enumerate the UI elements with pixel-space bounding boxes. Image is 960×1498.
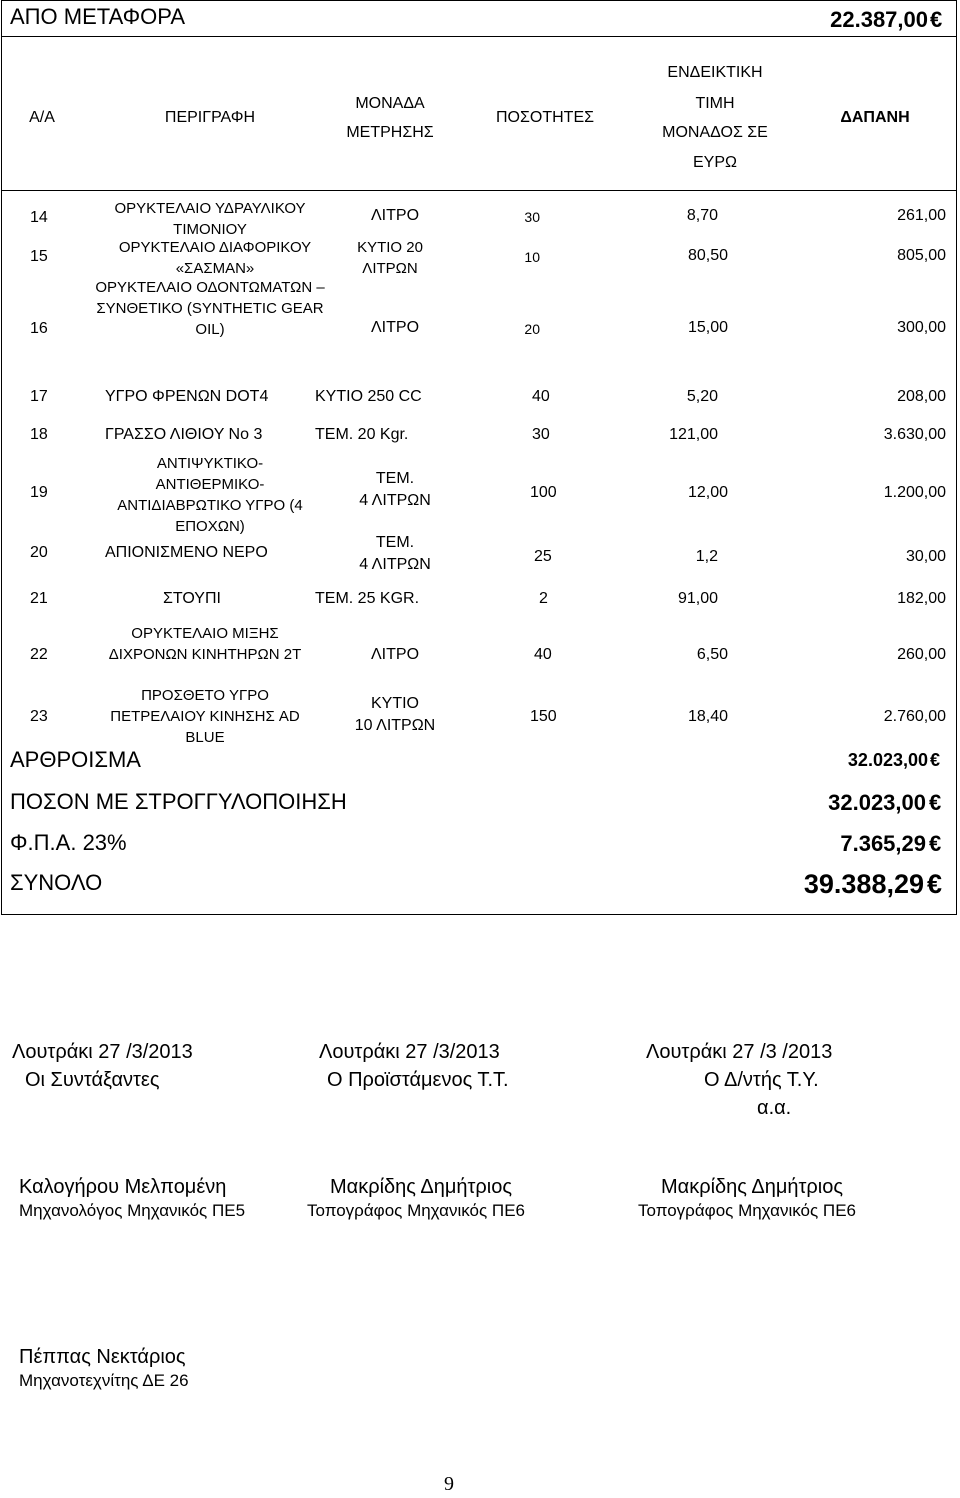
row-unit-line2: 10 ΛΙΤΡΩΝ	[354, 717, 436, 734]
row-quantity: 100	[530, 484, 557, 501]
page-number: 9	[444, 1473, 454, 1495]
row-unit-line2: 4 ΛΙΤΡΩΝ	[359, 492, 431, 509]
page-title: ΑΠΟ ΜΕΤΑΦΟΡΑ	[10, 4, 186, 29]
row-price: 5,20	[686, 388, 718, 405]
col-price-line3: ΜΟΝΑΔΟΣ ΣΕ	[662, 124, 768, 141]
row-unit: ΛΙΤΡΟ	[370, 319, 420, 336]
euro-icon: €	[930, 750, 941, 770]
total-label: ΣΥΝΟΛΟ	[10, 870, 103, 895]
row-quantity: 40	[532, 388, 550, 405]
row-aa: 18	[30, 426, 48, 443]
row-cost: 30,00	[905, 548, 946, 565]
row-cost: 1.200,00	[883, 484, 946, 501]
row-quantity: 2	[539, 590, 548, 607]
row-cost: 300,00	[897, 319, 946, 336]
row-description: ΟΡΥΚΤΕΛΑΙΟ ΜΙΞΗΣ ΔΙΧΡΟΝΩΝ ΚΙΝΗΤΗΡΩΝ 2Τ	[108, 625, 302, 663]
rounded-value: 32.023,00	[828, 790, 926, 815]
signature-role: Οι Συντάξαντες	[25, 1069, 160, 1091]
signature-date: Λουτράκι 27 /3/2013	[319, 1041, 500, 1063]
col-quantity: ΠΟΣΟΤΗΤΕΣ	[496, 109, 594, 126]
row-aa: 21	[30, 590, 48, 607]
row-price: 1,2	[695, 548, 718, 565]
euro-icon: €	[929, 790, 942, 815]
row-unit: ΤΕΜ. 20 Kgr.	[315, 426, 409, 443]
row-description: ΟΡΥΚΤΕΛΑΙΟ ΥΔΡΑΥΛΙΚΟΥ ΤΙΜΟΝΙΟΥ	[114, 200, 306, 238]
row-price: 18,40	[687, 708, 728, 725]
divider	[1, 36, 957, 37]
col-unit-line1: ΜΟΝΑΔΑ	[355, 95, 425, 112]
row-description: ΟΡΥΚΤΕΛΑΙΟ ΔΙΑΦΟΡΙΚΟΥ «ΣΑΣΜΑΝ»	[118, 239, 312, 277]
row-quantity: 25	[534, 548, 552, 565]
row-aa: 16	[30, 320, 48, 337]
row-description: ΟΡΥΚΤΕΛΑΙΟ ΟΔΟΝΤΩΜΑΤΩΝ – ΣΥΝΘΕΤΙΚΟ (SYNTHETIC GEAR OIL)	[95, 279, 325, 338]
row-unit: ΛΙΤΡΟ	[370, 646, 420, 663]
row-description: ΠΡΟΣΘΕΤΟ ΥΓΡΟ ΠΕΤΡΕΛΑΙΟΥ ΚΙΝΗΣΗΣ AD BLUE	[110, 687, 300, 746]
col-unit-line2: ΜΕΤΡΗΣΗΣ	[346, 124, 434, 141]
row-cost: 805,00	[897, 247, 946, 264]
vat-value: 7.365,29	[840, 831, 926, 856]
row-cost: 182,00	[897, 590, 946, 607]
row-price: 8,70	[686, 207, 718, 224]
col-price-line1: ΕΝΔΕΙΚΤΙΚΗ	[667, 64, 763, 81]
sum-value: 32.023,00	[847, 750, 928, 770]
euro-icon: €	[929, 831, 942, 856]
row-unit: ΤΕΜ. 25 KGR.	[315, 590, 420, 607]
row-unit: ΛΙΤΡΟ	[370, 207, 420, 224]
col-price-line2: ΤΙΜΗ	[695, 95, 735, 112]
signature-date: Λουτράκι 27 /3/2013	[12, 1041, 193, 1063]
row-quantity: 40	[534, 646, 552, 663]
signatory-name: Καλογήρου Μελπομένη	[19, 1176, 227, 1198]
row-aa: 23	[30, 708, 48, 725]
row-aa: 17	[30, 388, 48, 405]
row-cost: 208,00	[897, 388, 946, 405]
col-cost: ΔΑΠΑΝΗ	[840, 109, 910, 126]
row-cost: 3.630,00	[883, 426, 946, 443]
signatory-title: Μηχανολόγος Μηχανικός ΠΕ5	[19, 1201, 246, 1220]
row-description: ΑΠΙΟΝΙΣΜΕΝΟ ΝΕΡΟ	[105, 544, 268, 561]
signature-role: Ο Δ/ντής Τ.Υ.	[704, 1069, 819, 1091]
signatory-title: Μηχανοτεχνίτης ΔΕ 26	[19, 1371, 189, 1390]
row-aa: 14	[30, 209, 48, 226]
row-unit: ΚΥΤΙΟ 250 CC	[315, 388, 422, 405]
divider	[1, 190, 957, 191]
row-description: ΣΤΟΥΠΙ	[163, 590, 221, 607]
row-unit-line1: ΚΥΤΙΟ	[370, 695, 419, 712]
row-cost: 260,00	[897, 646, 946, 663]
signature-date: Λουτράκι 27 /3 /2013	[646, 1041, 833, 1063]
row-quantity: 150	[530, 708, 557, 725]
row-unit-line1: ΤΕΜ.	[375, 470, 415, 487]
col-aa: Α/Α	[29, 109, 55, 126]
row-unit: ΚΥΤΙΟ 20 ΛΙΤΡΩΝ	[357, 239, 423, 277]
euro-icon: €	[930, 7, 943, 32]
signatory-name: Πέππας Νεκτάριος	[19, 1346, 186, 1368]
row-price: 80,50	[687, 247, 728, 264]
col-description: ΠΕΡΙΓΡΑΦΗ	[164, 109, 256, 126]
row-description: ΓΡΑΣΣΟ ΛΙΘΙΟΥ Νο 3	[105, 426, 263, 443]
row-aa: 15	[30, 248, 48, 265]
row-description: ΥΓΡΟ ΦΡΕΝΩΝ DOT4	[105, 388, 269, 405]
carried-total: 22.387,00	[830, 7, 928, 32]
rounded-label: ΠΟΣΟΝ ΜΕ ΣΤΡΟΓΓΥΛΟΠΟΙΗΣΗ	[10, 789, 347, 814]
sum-label: ΑΡΘΡΟΙΣΜΑ	[10, 747, 141, 772]
row-aa: 22	[30, 646, 48, 663]
signatory-title: Τοπογράφος Μηχανικός ΠΕ6	[307, 1201, 525, 1220]
row-cost: 261,00	[897, 207, 946, 224]
row-quantity: 30	[524, 209, 540, 225]
signatory-name: Μακρίδης Δημήτριος	[661, 1176, 844, 1198]
row-quantity: 20	[524, 321, 540, 337]
row-aa: 19	[30, 484, 48, 501]
row-unit-line1: ΤΕΜ.	[375, 534, 415, 551]
row-unit-line2: 4 ΛΙΤΡΩΝ	[359, 556, 431, 573]
row-cost: 2.760,00	[883, 708, 946, 725]
row-price: 6,50	[696, 646, 728, 663]
row-price: 15,00	[687, 319, 728, 336]
signature-role: Ο Προϊστάμενος Τ.Τ.	[327, 1069, 509, 1091]
signatory-name: Μακρίδης Δημήτριος	[330, 1176, 513, 1198]
signatory-title: Τοπογράφος Μηχανικός ΠΕ6	[638, 1201, 856, 1220]
row-aa: 20	[30, 544, 48, 561]
col-price-line4: ΕΥΡΩ	[693, 154, 737, 171]
row-quantity: 10	[524, 249, 540, 265]
signature-role-note: α.α.	[757, 1097, 792, 1119]
euro-icon: €	[927, 869, 943, 899]
row-price: 91,00	[677, 590, 718, 607]
total-value: 39.388,29	[803, 869, 924, 899]
vat-label: Φ.Π.Α. 23%	[10, 830, 127, 855]
row-price: 12,00	[687, 484, 728, 501]
row-quantity: 30	[532, 426, 550, 443]
row-description: ΑΝΤΙΨΥΚΤΙΚΟ- ΑΝΤΙΘΕΡΜΙΚΟ- ΑΝΤΙΔΙΑΒΡΩΤΙΚΟ ΥΓΡΟ (4 ΕΠΟΧΩΝ)	[117, 455, 303, 535]
row-price: 121,00	[669, 426, 718, 443]
